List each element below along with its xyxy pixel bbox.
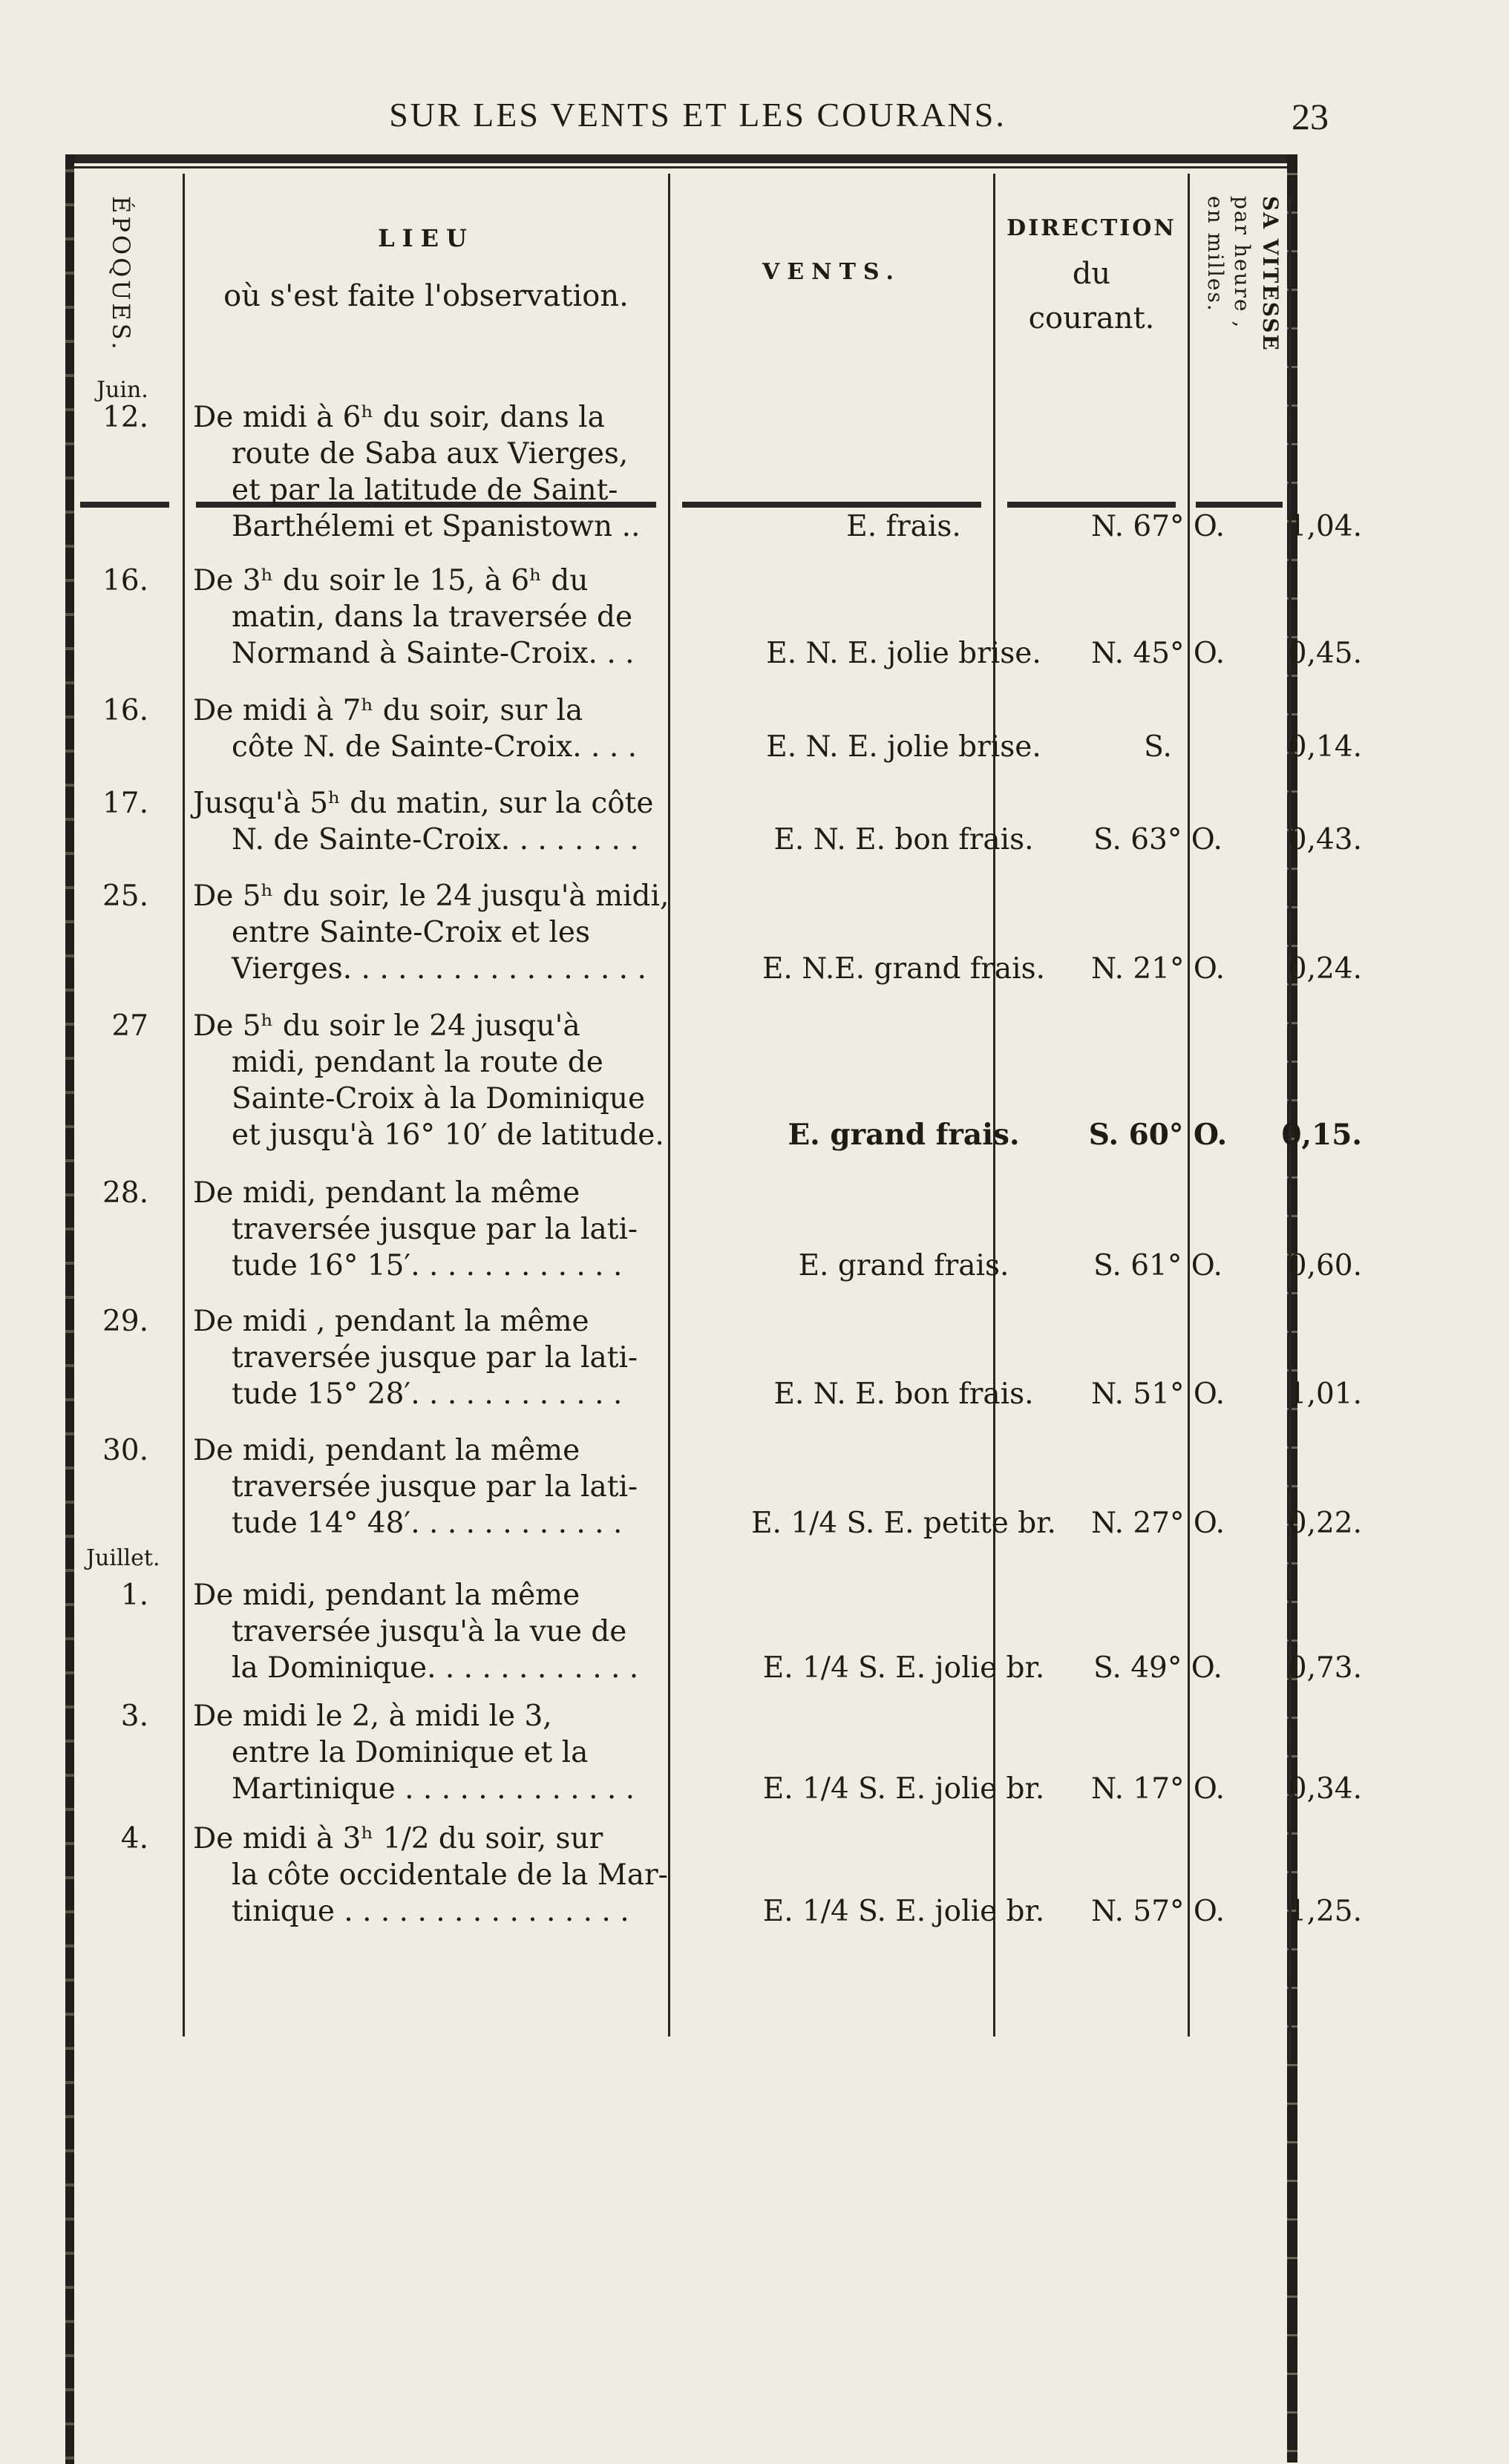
row-vents: E. frais. — [846, 510, 961, 543]
row-vents: E. N. E. jolie brise. — [766, 730, 1041, 764]
running-head — [67, 95, 1329, 154]
row-vents: E. grand frais. — [788, 1118, 1020, 1152]
month-label-juillet: Juillet. — [86, 1545, 160, 1571]
row-lieu — [193, 1698, 741, 1807]
lieu-line: traversée jusque par la lati- — [232, 1470, 638, 1504]
lieu-line: traversée jusqu'à la vue de — [232, 1615, 627, 1648]
month-label-juin: Juin. — [96, 377, 148, 403]
lieu-line: De 3ʰ du soir le 15, à 6ʰ du — [193, 564, 589, 597]
row-lieu — [193, 1577, 741, 1686]
lieu-line: De midi à 6ʰ du soir, dans la — [193, 401, 605, 434]
lieu-line: traversée jusque par la lati- — [232, 1341, 638, 1374]
header-direction-line2: du — [1072, 257, 1111, 291]
lieu-line: la côte occidentale de la Mar- — [232, 1858, 668, 1892]
table-top-rule-thin — [65, 166, 1297, 168]
row-direction: N. 45° O. — [1090, 637, 1225, 670]
lieu-line: Normand à Sainte-Croix. . . — [232, 637, 635, 670]
lieu-line: Martinique . . . . . . . . . . . . . — [232, 1772, 635, 1806]
header-lieu-subtitle: où s'est faite l'observation. — [223, 279, 629, 313]
row-direction: S. 63° O. — [1093, 823, 1222, 856]
observation-table — [65, 154, 1362, 2464]
row-lieu — [193, 785, 741, 858]
row-date: 25. — [102, 879, 148, 913]
row-direction: N. 27° O. — [1090, 1507, 1225, 1540]
row-date: 28. — [102, 1176, 148, 1210]
row-vitesse: 0,14. — [1288, 730, 1362, 764]
lieu-line: et jusqu'à 16° 10′ de latitude. — [232, 1118, 664, 1152]
running-title: SUR LES VENTS ET LES COURANS. — [389, 96, 1006, 134]
table-top-rule — [65, 154, 1297, 163]
row-direction: S. 61° O. — [1093, 1249, 1222, 1282]
row-vitesse: 0,60. — [1288, 1249, 1362, 1282]
lieu-line: tinique . . . . . . . . . . . . . . . . — [232, 1895, 629, 1928]
lieu-line: tude 15° 28′. . . . . . . . . . . . — [232, 1377, 623, 1411]
row-vitesse: 0,45. — [1288, 637, 1362, 670]
row-direction: S. 60° O. — [1088, 1118, 1228, 1152]
row-direction: N. 67° O. — [1090, 510, 1225, 543]
lieu-line: tude 14° 48′. . . . . . . . . . . . — [232, 1507, 623, 1540]
lieu-line: route de Saba aux Vierges, — [232, 437, 629, 471]
lieu-line: Jusqu'à 5ʰ du matin, sur la côte — [193, 787, 654, 820]
page-number: 23 — [1292, 96, 1329, 137]
row-direction: S. 49° O. — [1093, 1651, 1222, 1685]
header-vitesse-line1: SA VITESSE — [1258, 196, 1283, 352]
row-vitesse: 0,43. — [1288, 823, 1362, 856]
row-lieu — [193, 1432, 741, 1541]
lieu-line: midi, pendant la route de — [232, 1046, 603, 1079]
row-vitesse: 0,34. — [1288, 1772, 1362, 1806]
lieu-line: De midi , pendant la même — [193, 1305, 589, 1338]
row-date: 30. — [102, 1434, 148, 1467]
header-direction-line3: courant. — [1028, 301, 1155, 335]
row-vents: E. N. E. bon frais. — [773, 1377, 1034, 1411]
header-lieu-title: LIEU — [378, 224, 474, 252]
row-lieu — [193, 692, 741, 765]
row-vents: E. grand frais. — [798, 1249, 1009, 1282]
lieu-line: De midi, pendant la même — [193, 1434, 580, 1467]
row-direction: N. 17° O. — [1090, 1772, 1225, 1806]
lieu-line: N. de Sainte-Croix. . . . . . . . — [232, 823, 639, 856]
row-vents: E. 1/4 S. E. petite br. — [751, 1507, 1056, 1540]
row-vitesse: 1,25. — [1288, 1895, 1362, 1928]
lieu-line: et par la latitude de Saint- — [232, 474, 618, 507]
row-date: 29. — [102, 1305, 148, 1338]
row-date: 4. — [120, 1822, 148, 1855]
lieu-line: côte N. de Sainte-Croix. . . . — [232, 730, 638, 764]
row-lieu — [193, 1175, 741, 1284]
row-vents: E. 1/4 S. E. jolie br. — [762, 1651, 1045, 1685]
row-vents: E. N.E. grand frais. — [762, 952, 1046, 986]
row-lieu — [193, 563, 741, 672]
lieu-line: entre Sainte-Croix et les — [232, 916, 591, 949]
lieu-line: Barthélemi et Spanistown .. — [232, 510, 641, 543]
row-vitesse: 0,73. — [1288, 1651, 1362, 1685]
row-vents: E. N. E. jolie brise. — [766, 637, 1041, 670]
lieu-line: De midi, pendant la même — [193, 1176, 580, 1210]
lieu-line: Sainte-Croix à la Dominique — [232, 1082, 646, 1115]
lieu-line: De midi à 3ʰ 1/2 du soir, sur — [193, 1822, 603, 1855]
row-vitesse: 0,15. — [1281, 1118, 1362, 1152]
row-lieu — [193, 878, 741, 987]
row-direction: N. 51° O. — [1090, 1377, 1225, 1411]
row-date: 12. — [102, 401, 148, 434]
row-vitesse: 1,01. — [1288, 1377, 1362, 1411]
row-vitesse: 0,22. — [1288, 1507, 1362, 1540]
row-vitesse: 0,24. — [1288, 952, 1362, 986]
row-direction: N. 21° O. — [1090, 952, 1225, 986]
row-vents: E. N. E. bon frais. — [773, 823, 1034, 856]
row-date: 27 — [111, 1009, 148, 1043]
lieu-line: traversée jusque par la lati- — [232, 1213, 638, 1246]
row-date: 16. — [102, 564, 148, 597]
row-direction: N. 57° O. — [1090, 1895, 1225, 1928]
row-vents: E. 1/4 S. E. jolie br. — [762, 1895, 1045, 1928]
lieu-line: Vierges. . . . . . . . . . . . . . . . . — [232, 952, 647, 986]
header-vitesse-line2: par heure , — [1230, 196, 1254, 330]
lieu-line: la Dominique. . . . . . . . . . . . — [232, 1651, 639, 1685]
row-date: 16. — [102, 694, 148, 727]
row-lieu — [193, 1008, 741, 1153]
lieu-line: De midi, pendant la même — [193, 1579, 580, 1612]
row-lieu — [193, 1303, 741, 1412]
lieu-line: De 5ʰ du soir, le 24 jusqu'à midi, — [193, 879, 670, 913]
row-date: 1. — [120, 1579, 148, 1612]
header-direction-line1: DIRECTION — [1006, 215, 1176, 241]
row-direction: S. — [1144, 730, 1172, 764]
lieu-line: De midi à 7ʰ du soir, sur la — [193, 694, 583, 727]
row-lieu — [193, 1821, 741, 1930]
header-epoques — [65, 174, 184, 508]
lieu-line: entre la Dominique et la — [232, 1736, 589, 1769]
lieu-line: tude 16° 15′. . . . . . . . . . . . — [232, 1249, 623, 1282]
header-epoques-label: ÉPOQUES. — [107, 196, 135, 353]
row-lieu — [193, 399, 741, 545]
row-vitesse: 1,04. — [1288, 510, 1362, 543]
row-date: 17. — [102, 787, 148, 820]
lieu-line: matin, dans la traversée de — [232, 600, 633, 634]
row-date: 3. — [120, 1700, 148, 1733]
lieu-line: De midi le 2, à midi le 3, — [193, 1700, 552, 1733]
header-vitesse-line3: en milles. — [1203, 196, 1228, 312]
header-vitesse — [1190, 174, 1289, 508]
lieu-line: De 5ʰ du soir le 24 jusqu'à — [193, 1009, 580, 1043]
row-vents: E. 1/4 S. E. jolie br. — [762, 1772, 1045, 1806]
header-direction — [995, 174, 1188, 508]
header-vents-label: VENTS. — [762, 259, 901, 285]
